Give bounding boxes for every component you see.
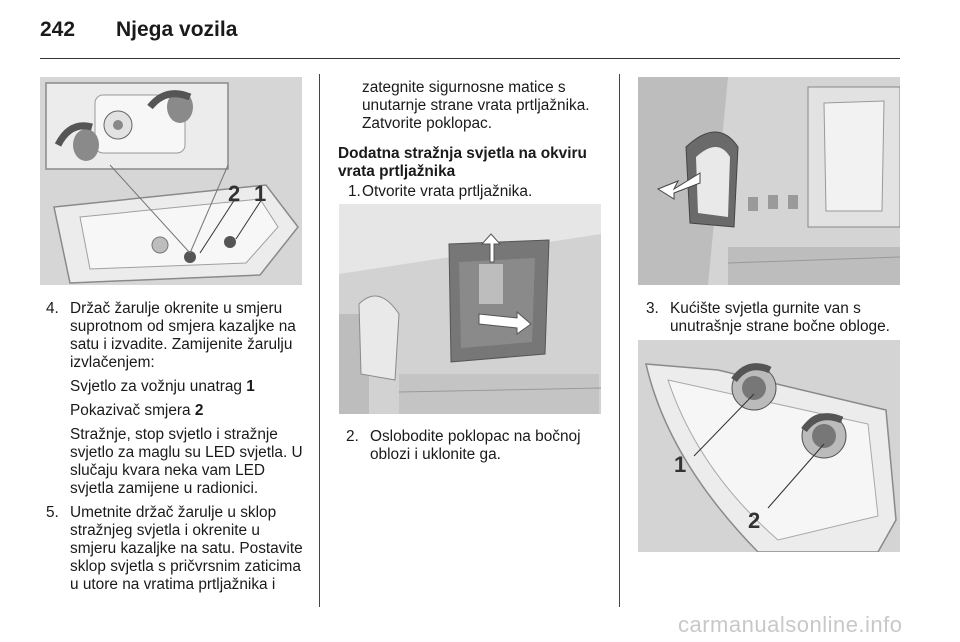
step-5-text: Umetnite držač žarulje u sklop stražnjeg svjetla i okrenite u smjeru kazaljke na satu. Postavite sklop svjetla s pričvrsnim zaticima u utore na vratima prtljažnika i (70, 504, 303, 593)
item-reversing-light-text: Svjetlo za vožnju unatrag (70, 378, 247, 395)
step-2-text: Oslobodite poklopac na bočnoj oblozi i uklonite ga. (370, 428, 581, 463)
item-turn-signal-number: 2 (194, 402, 204, 419)
step-1-number: 1. (348, 183, 361, 200)
step-3-block (646, 300, 908, 336)
watermark: carmanualsonline.info (678, 612, 903, 637)
tail-lamp-illustration (40, 77, 302, 285)
step-3 (646, 300, 908, 336)
figure-label-2: 2 (228, 181, 241, 206)
step-5 (46, 504, 308, 594)
figure-lamp-housing (638, 340, 900, 552)
step-2-block (346, 428, 608, 464)
continued-text: zategnite sigurnosne matice s unutarnje strane vrata prtljažnika. Zatvorite poklopac. (362, 79, 590, 132)
step-5-number: 5. (46, 504, 59, 521)
step-4-text: Držač žarulje okrenite u smjeru suprotnom od smjera kazaljke na satu i izvadite. Zamijenite žarulju izvlačenjem: (70, 300, 296, 371)
column-2-text (338, 79, 608, 201)
column-1-text (46, 300, 308, 594)
step-3-number: 3. (646, 300, 659, 317)
section-heading: Dodatna stražnja svjetla na okviru vrata prtljažnika (338, 145, 587, 180)
item-led-note: Stražnje, stop svjetlo i stražnje svjetlo za maglu su LED svjetla. U slučaju kvara neka vam LED svjetla zamijene u radionici. (70, 426, 303, 497)
page-title: Njega vozila (116, 18, 238, 41)
trunk-interior-illustration (638, 77, 900, 285)
column-separator-1 (319, 74, 320, 607)
page-header (40, 18, 237, 48)
step-2-number: 2. (346, 428, 359, 445)
step-1-text: Otvorite vrata prtljažnika. (362, 183, 533, 200)
figure-label-2: 2 (748, 508, 761, 533)
figure-trunk-interior (638, 77, 900, 285)
step-3-text: Kućište svjetla gurnite van s unutrašnje strane bočne obloge. (670, 300, 890, 335)
trunk-cover-illustration (339, 204, 601, 414)
step-4 (46, 300, 308, 372)
figure-trunk-side-cover (339, 204, 601, 414)
step-2 (346, 428, 608, 464)
item-turn-signal-text: Pokazivač smjera (70, 402, 195, 419)
header-rule (40, 58, 900, 59)
item-reversing-light (46, 378, 308, 396)
step-1 (338, 183, 608, 201)
figure-tail-lamp-bulb-holders (40, 77, 302, 285)
item-reversing-light-number: 1 (246, 378, 255, 395)
step-4-number: 4. (46, 300, 59, 317)
item-turn-signal (46, 402, 308, 420)
figure-label-1: 1 (674, 452, 687, 477)
figure-label-1: 1 (254, 181, 267, 206)
page-number: 242 (40, 18, 76, 41)
lamp-housing-illustration (638, 340, 900, 552)
column-separator-2 (619, 74, 620, 607)
